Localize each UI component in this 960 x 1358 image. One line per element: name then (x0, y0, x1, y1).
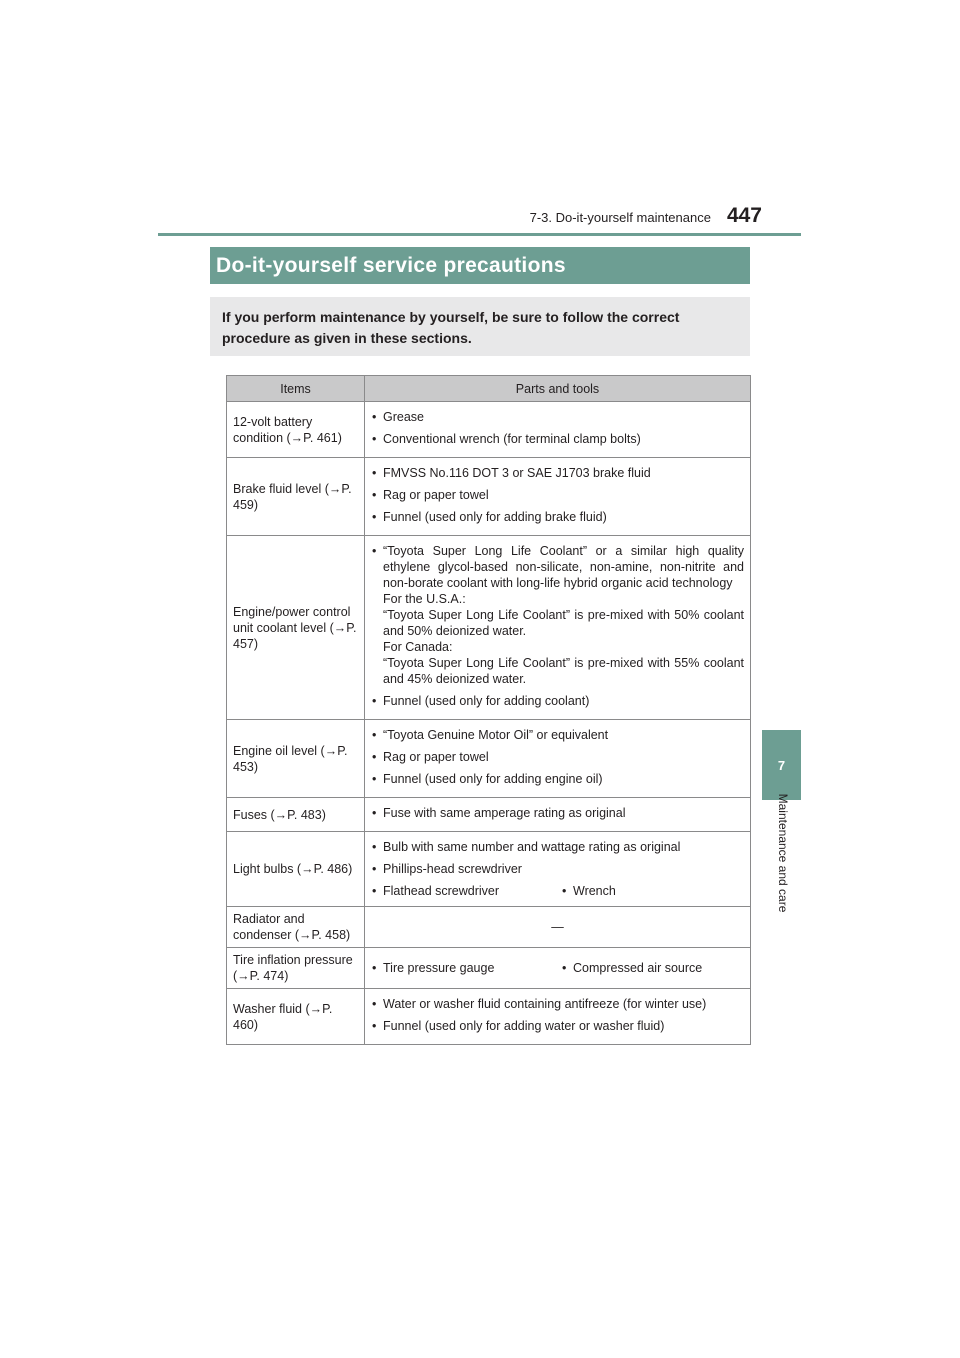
tool-item: • FMVSS No.116 DOT 3 or SAE J1703 brake fluid (371, 465, 744, 481)
tool-item: • Bulb with same number and wattage rating as original (371, 839, 744, 855)
item-engine-oil: Engine oil level (→P. 453) (227, 720, 365, 798)
running-header (440, 204, 762, 228)
item-tire-pressure: Tire inflation pressure (→P. 474) (227, 948, 365, 989)
item-radiator: Radiator and condenser (→P. 458) (227, 907, 365, 948)
tool-item (371, 543, 744, 687)
item-fuses: Fuses (→P. 483) (227, 798, 365, 832)
table-header-row (227, 376, 751, 402)
tool-item: • Rag or paper towel (371, 487, 744, 503)
chapter-tab-label: Maintenance and care (776, 793, 790, 913)
item-battery: 12-volt battery condition (→P. 461) (227, 402, 365, 458)
table-row (227, 402, 751, 458)
header-items: Items (227, 376, 365, 402)
tool-item: • Funnel (used only for adding brake fluid) (371, 509, 744, 525)
header-parts-and-tools: Parts and tools (365, 376, 751, 402)
tool-item: • Funnel (used only for adding water or washer fluid) (371, 1018, 744, 1034)
coolant-spec: “Toyota Super Long Life Coolant” or a similar high quality ethylene glycol-based non-silicate, non-amine, non-nitrite and non-borate coolant with long-life hybrid organic acid technology (383, 544, 744, 590)
header-rule (158, 233, 801, 236)
table-row (227, 989, 751, 1045)
section-label: 7-3. Do-it-yourself maintenance (529, 210, 711, 225)
item-coolant: Engine/power control unit coolant level (→P. 457) (227, 536, 365, 720)
tools-cell (365, 536, 751, 720)
tools-cell (365, 458, 751, 536)
tool-item: • Phillips-head screwdriver (371, 861, 744, 877)
item-washer-fluid: Washer fluid (→P. 460) (227, 989, 365, 1045)
tool-item: • Fuse with same amperage rating as original (371, 805, 744, 821)
coolant-note-region: For Canada: (383, 640, 453, 654)
coolant-note: “Toyota Super Long Life Coolant” is pre-mixed with 50% coolant and 50% deionized water. (383, 608, 744, 638)
intro-text: If you perform maintenance by yourself, be sure to follow the correct procedure as given in these sections. (210, 297, 750, 356)
tool-item: • Conventional wrench (for terminal clamp bolts) (371, 431, 744, 447)
tool-item: • Wrench (561, 883, 616, 899)
page-number: 447 (726, 204, 762, 227)
tool-pair (371, 883, 744, 899)
no-tools-dash: — (365, 907, 751, 948)
tool-item: • Compressed air source (561, 960, 702, 976)
table-row (227, 907, 751, 948)
tool-item: • Flathead screwdriver (371, 883, 561, 899)
tools-cell (365, 402, 751, 458)
tools-cell (365, 832, 751, 907)
table-row (227, 458, 751, 536)
tools-cell (365, 948, 751, 989)
table-row (227, 720, 751, 798)
tool-item: • Funnel (used only for adding coolant) (371, 693, 744, 709)
tool-item: • Rag or paper towel (371, 749, 744, 765)
tool-pair (371, 960, 744, 976)
tools-cell (365, 720, 751, 798)
table-row (227, 948, 751, 989)
coolant-note-region: For the U.S.A.: (383, 592, 466, 606)
tool-item: • Water or washer fluid containing antifreeze (for winter use) (371, 996, 744, 1012)
parts-and-tools-table (226, 375, 751, 1045)
tool-item: • Grease (371, 409, 744, 425)
table-row (227, 832, 751, 907)
chapter-tab[interactable]: 7 (762, 730, 801, 800)
item-brake-fluid: Brake fluid level (→P. 459) (227, 458, 365, 536)
tool-item: • Funnel (used only for adding engine oil) (371, 771, 744, 787)
tool-item: • “Toyota Genuine Motor Oil” or equivalent (371, 727, 744, 743)
coolant-note: “Toyota Super Long Life Coolant” is pre-mixed with 55% coolant and 45% deionized water. (383, 656, 744, 686)
tool-item: • Tire pressure gauge (371, 960, 561, 976)
table-row (227, 798, 751, 832)
item-light-bulbs: Light bulbs (→P. 486) (227, 832, 365, 907)
page-title: Do-it-yourself service precautions (210, 247, 750, 284)
tools-cell (365, 989, 751, 1045)
table-row (227, 536, 751, 720)
tools-cell (365, 798, 751, 832)
